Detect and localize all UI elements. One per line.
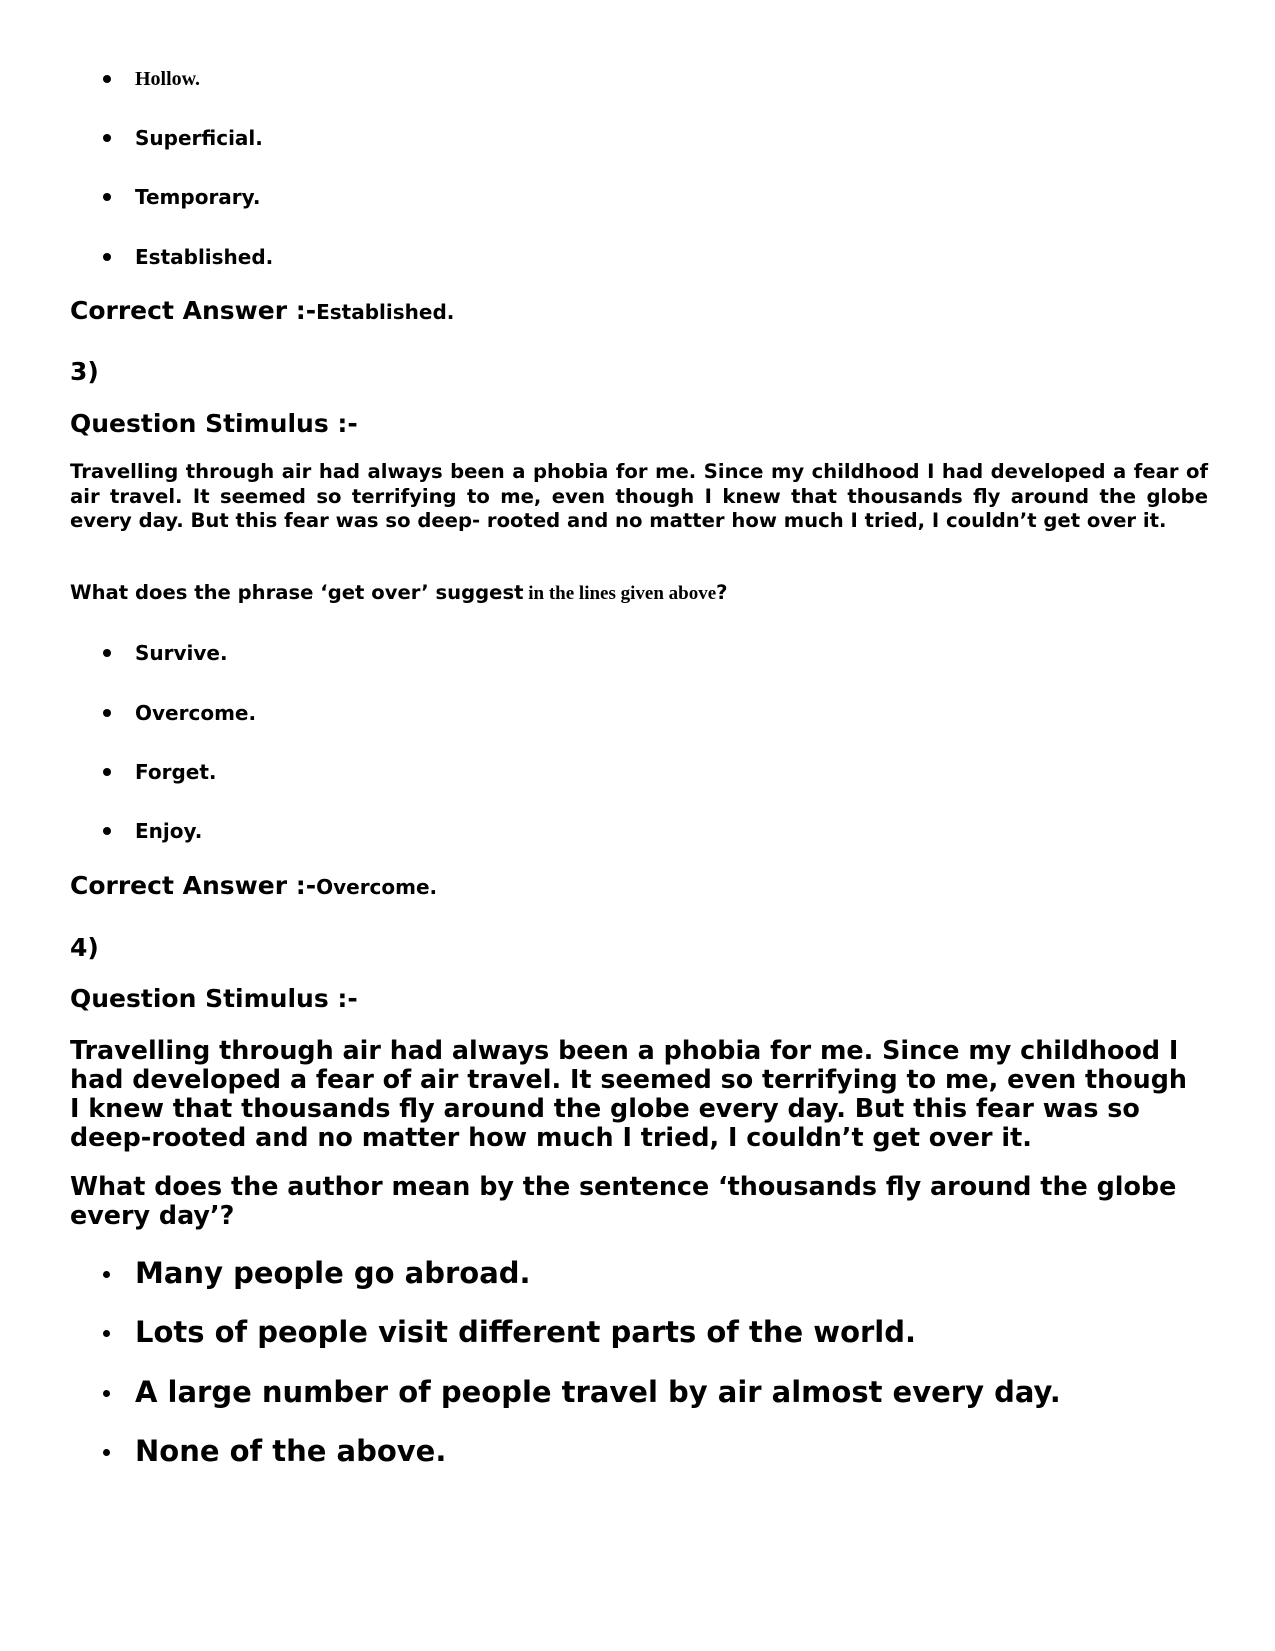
bullet-icon — [103, 134, 111, 142]
question-number: 3) — [70, 357, 99, 386]
option-text: Many people go abroad. — [135, 1256, 531, 1290]
bullet-icon — [103, 1390, 110, 1397]
option-text: Overcome. — [135, 701, 257, 725]
correct-answer-label: Correct Answer :- — [70, 296, 317, 325]
passage-text: Travelling through air had always been a phobia for me. Since my childhood I had developed a fear of air travel. It seemed so terrifying to me, even though I knew that thousands fly around the globe every day. But this fear was so deep-rooted and no matter how much I tried, I couldn’t get over it. — [70, 1035, 1188, 1152]
bullet-icon — [103, 649, 111, 657]
question-number: 4) — [70, 933, 99, 962]
bullet-icon — [103, 709, 111, 717]
option-text: Lots of people visit different parts of the world. — [135, 1315, 917, 1349]
question-stimulus-label: Question Stimulus :- — [70, 409, 358, 438]
option-text: Superficial. — [135, 126, 263, 150]
option-text: None of the above. — [135, 1434, 447, 1468]
correct-answer — [70, 871, 437, 901]
option-text: Enjoy. — [135, 819, 203, 843]
correct-answer-value: Established. — [316, 300, 455, 324]
option-text: Temporary. — [135, 185, 261, 209]
bullet-icon — [103, 1449, 110, 1456]
question-stimulus-label: Question Stimulus :- — [70, 984, 358, 1013]
bullet-icon — [103, 827, 111, 835]
correct-answer-value: Overcome. — [316, 875, 438, 899]
question-text — [70, 581, 728, 606]
bullet-icon — [103, 1330, 110, 1337]
question-text: What does the author mean by the sentence ‘thousands fly around the globe every day’? — [70, 1171, 1177, 1230]
option-text: A large number of people travel by air almost every day. — [135, 1375, 1061, 1409]
correct-answer-label: Correct Answer :- — [70, 871, 317, 900]
bullet-icon — [103, 1271, 110, 1278]
correct-answer — [70, 296, 454, 326]
question-text-part: ? — [716, 581, 728, 604]
bullet-icon — [103, 768, 111, 776]
question-text-part: in the lines given above — [523, 583, 717, 604]
bullet-icon — [103, 253, 111, 261]
option-text: Established. — [135, 245, 274, 269]
bullet-icon — [103, 75, 111, 83]
bullet-icon — [103, 193, 111, 201]
passage-text: Travelling through air had always been a phobia for me. Since my childhood I had developed a fear of air travel. It seemed so terrifying to me, even though I knew that thousands fly around the globe every day. But this fear was so deep- rooted and no matter how much I tried, I couldn’t get over it. — [70, 460, 1208, 532]
option-text: Survive. — [135, 641, 228, 665]
option-text: Hollow. — [135, 68, 201, 90]
question-text-part: What does the phrase ‘get over’ suggest — [70, 581, 524, 604]
option-text: Forget. — [135, 760, 217, 784]
